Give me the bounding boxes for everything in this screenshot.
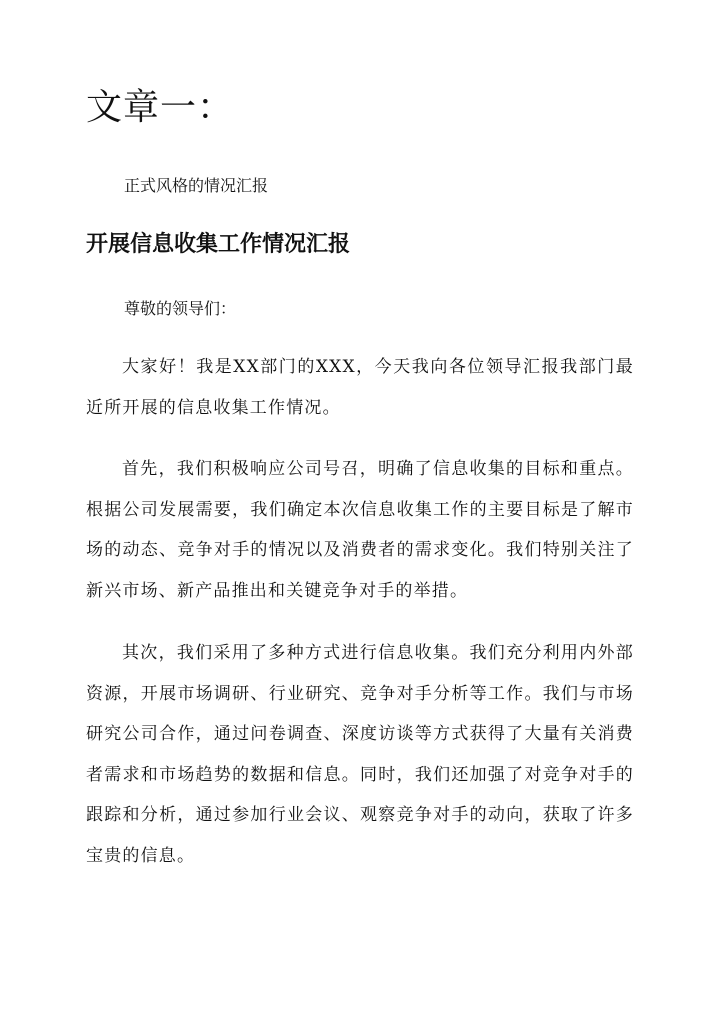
paragraph-methods: 其次，我们采用了多种方式进行信息收集。我们充分利用内外部资源，开展市场调研、行业研究、竞争对手分析等工作。我们与市场研究公司合作，通过问卷调查、深度访谈等方式获得了大量有关消费者需求和市场趋势的数据和信息。同时，我们还加强了对竞争对手的跟踪和分析，通过参加行业会议、观察竞争对手的动向，获取了许多宝贵的信息。 <box>86 643 634 866</box>
style-label: 正式风格的情况汇报 <box>124 176 269 195</box>
article-heading: 文章一： <box>86 87 235 128</box>
salutation: 尊敬的领导们： <box>124 299 237 318</box>
report-title: 开展信息收集工作情况汇报 <box>86 231 351 257</box>
paragraph-greeting: 大家好！我是XX部门的XXX，今天我向各位领导汇报我部门最近所开展的信息收集工作情况。 <box>86 357 634 418</box>
paragraph-goals: 首先，我们积极响应公司号召，明确了信息收集的目标和重点。根据公司发展需要，我们确定本次信息收集工作的主要目标是了解市场的动态、竞争对手的情况以及消费者的需求变化。我们特别关注了新兴市场、新产品推出和关键竞争对手的举措。 <box>86 459 634 601</box>
